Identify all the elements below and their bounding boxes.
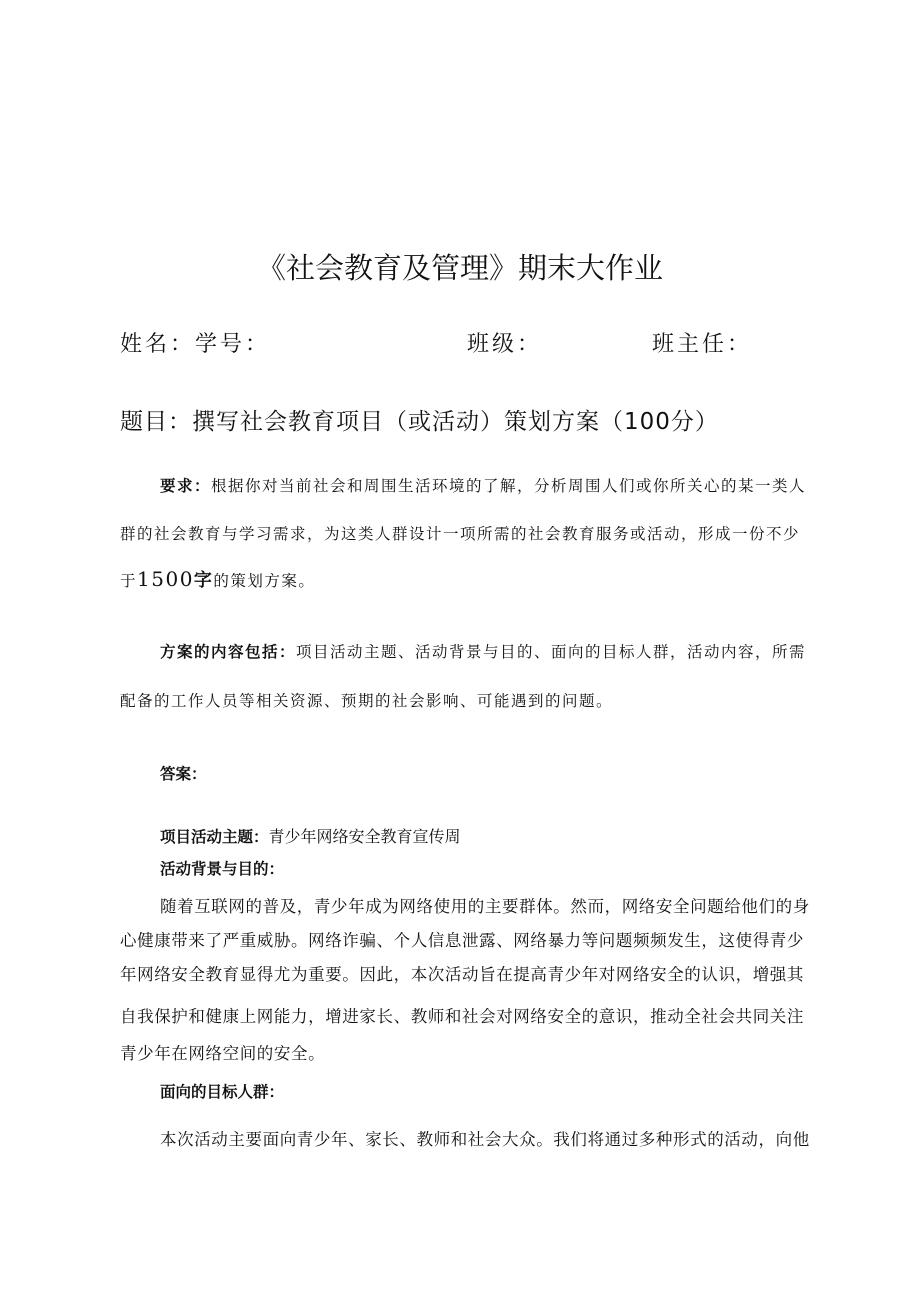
contents-line-2: 配备的工作人员等相关资源、预期的社会影响、可能遇到的问题。 (120, 692, 614, 710)
class-label: 班级： (467, 332, 543, 357)
requirements-line-1: 要求：根据你对当前社会和周围生活环境的了解，分析周围人们或你所关心的某一类人 (160, 477, 807, 495)
background-line: 自我保护和健康上网能力，增进家长、教师和社会对网络安全的意识，推动全社会共同关注 (120, 1007, 804, 1026)
background-line: 心健康带来了严重威胁。网络诈骗、个人信息泄露、网络暴力等问题频频发生，这使得青少 (120, 931, 804, 950)
background-line: 年网络安全教育显得尤为重要。因此，本次活动旨在提高青少年对网络安全的认识，增强其 (120, 965, 804, 984)
answer-label: 答案： (160, 765, 207, 783)
requirements-line-3: 于1500字的策划方案。 (120, 567, 316, 591)
assignment-topic: 题目：撰写社会教育项目（或活动）策划方案（100分） (120, 409, 719, 435)
activity-theme (160, 824, 461, 847)
contents-line-1: 方案的内容包括：项目活动主题、活动背景与目的、面向的目标人群，活动内容，所需 (160, 643, 807, 661)
contents-label: 方案的内容包括： (160, 643, 297, 661)
document-title: 《社会教育及管理》期末大作业 (256, 251, 663, 285)
name-student-id-label: 姓名：学号： (120, 332, 271, 357)
requirements-label: 要求： (160, 477, 212, 495)
requirements-line-2: 群的社会教育与学习需求，为这类人群设计一项所需的社会教育服务或活动，形成一份不少 (120, 525, 801, 543)
background-line: 青少年在网络空间的安全。 (120, 1044, 326, 1063)
audience-line: 本次活动主要面向青少年、家长、教师和社会大众。我们将通过多种形式的活动，向他 (160, 1130, 810, 1149)
background-heading: 活动背景与目的： (160, 860, 285, 878)
activity-theme-value: 青少年网络安全教育宣传周 (268, 827, 461, 846)
activity-theme-label: 项目活动主题： (160, 828, 269, 846)
head-teacher-label: 班主任： (652, 332, 753, 357)
audience-heading: 面向的目标人群： (160, 1083, 285, 1101)
background-line: 随着互联网的普及，青少年成为网络使用的主要群体。然而，网络安全问题给他们的身 (160, 897, 810, 916)
